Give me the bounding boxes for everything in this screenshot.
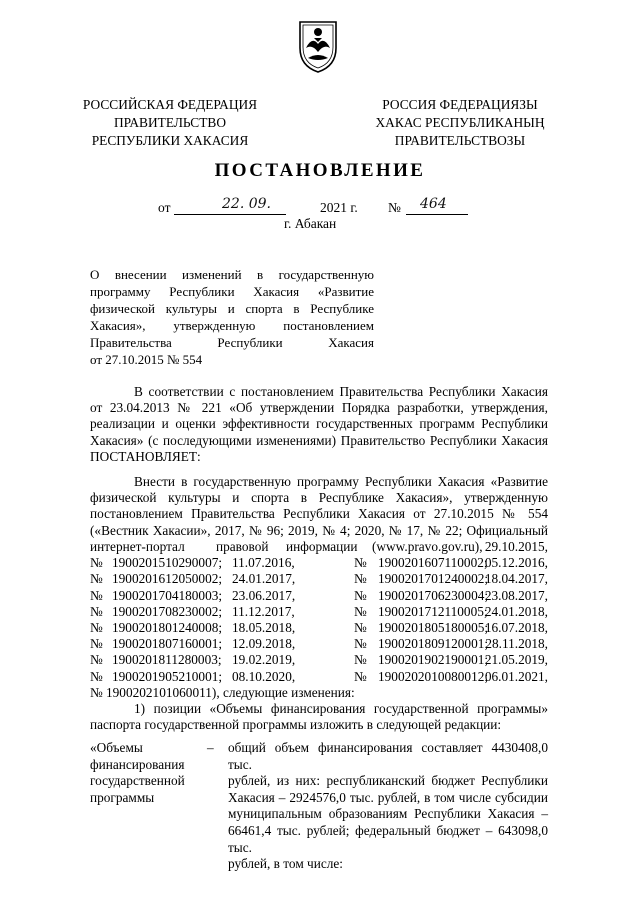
portal-word: 29.10.2015, bbox=[484, 539, 548, 554]
publication-tail bbox=[90, 685, 548, 701]
publication-cell: 1900201811280003; bbox=[112, 652, 222, 668]
publication-cell: 1900202010080012; bbox=[378, 668, 489, 684]
preamble-line: Хакасия» (с последующими изменениями) Правительство Республики Хакасия bbox=[90, 432, 548, 448]
publication-cell: 24.01.2018, bbox=[484, 603, 548, 619]
publication-row bbox=[90, 669, 548, 685]
publication-row bbox=[90, 588, 548, 604]
publication-cell: 23.06.2017, bbox=[232, 587, 296, 603]
document-title: ПОСТАНОВЛЕНИЕ bbox=[214, 160, 426, 181]
item-1-paragraph bbox=[90, 701, 548, 733]
date-prefix: от bbox=[158, 200, 171, 215]
header-line: ПРАВИТЕЛЬСТВОЗЫ bbox=[394, 133, 526, 148]
date-year: 2021 г. bbox=[320, 200, 358, 215]
publication-cell: 11.07.2016, bbox=[232, 555, 295, 571]
publication-row bbox=[90, 636, 548, 652]
portal-word: информации bbox=[286, 539, 358, 554]
publication-row bbox=[90, 571, 548, 587]
publication-cell: 1900201905210001; bbox=[112, 668, 223, 684]
publication-cell: 23.08.2017, bbox=[484, 587, 548, 603]
subject-line: от 27.10.2015 № 554 bbox=[90, 352, 203, 367]
portal-line bbox=[90, 539, 548, 555]
city-name: г. Абакан bbox=[284, 216, 337, 231]
header-line: ХАКАС РЕСПУБЛИКАНЫҢ bbox=[375, 115, 545, 130]
publication-row bbox=[90, 652, 548, 668]
publication-cell: 1900201612050002; bbox=[112, 571, 223, 587]
publication-cell: 24.01.2017, bbox=[232, 571, 296, 587]
subject-line: физической культуры и спорта в Республике bbox=[90, 301, 374, 316]
publication-cell: 06.01.2021, bbox=[484, 668, 548, 684]
publication-row bbox=[90, 620, 548, 636]
publication-cell: 1900201706230004; bbox=[378, 587, 489, 603]
subject-line: Хакасия», утвержденную постановлением bbox=[90, 318, 374, 333]
funding-value-line: 66461,4 тыс. рублей; федеральный бюджет – 643098,0 тыс. bbox=[228, 822, 548, 855]
header-line: РЕСПУБЛИКИ ХАКАСИЯ bbox=[91, 133, 249, 148]
publication-cell: 1900201704180003; bbox=[112, 587, 223, 603]
publication-cell: 28.11.2018, bbox=[485, 636, 548, 652]
publication-cell: № bbox=[90, 636, 103, 652]
handwritten-date: 22. 09. bbox=[222, 196, 271, 212]
amendment-line: физической культуры и спорта в Республике Хакасия», утвержденную bbox=[90, 490, 548, 506]
publication-tail-text: № 1900202101060011), следующие изменения: bbox=[90, 684, 355, 700]
preamble-line: реализации и оценки эффективности государственных программ Республики bbox=[90, 416, 548, 432]
publication-cell: 1900201902190001; bbox=[378, 652, 489, 668]
subject-line: Правительства Республики Хакасия bbox=[90, 335, 374, 350]
republic-emblem-icon bbox=[296, 18, 340, 74]
header-line: РОССИЯ ФЕДЕРАЦИЯЗЫ bbox=[382, 97, 538, 112]
portal-word: (www.pravo.gov.ru), bbox=[372, 539, 483, 554]
header-line: ПРАВИТЕЛЬСТВО bbox=[113, 115, 226, 130]
publication-row bbox=[90, 555, 548, 571]
portal-word: правовой bbox=[216, 539, 269, 554]
subject-line: О внесении изменений в государственную bbox=[90, 267, 374, 282]
preamble-line: В соответствии с постановлением Правительства Республики Хакасия bbox=[134, 384, 548, 399]
publication-cell: № bbox=[354, 587, 367, 603]
publication-cell: 11.12.2017, bbox=[232, 603, 295, 619]
publication-row bbox=[90, 604, 548, 620]
publication-cell: № bbox=[90, 668, 103, 684]
document-subject bbox=[90, 266, 374, 368]
publication-cell: № bbox=[354, 636, 367, 652]
funding-value-line: Хакасия – 2924576,0 тыс. рублей, в том числе субсидии bbox=[228, 789, 548, 805]
number-sign: № bbox=[388, 200, 401, 215]
funding-value-line: муниципальным образованиям Республики Хакасия – bbox=[228, 806, 548, 822]
handwritten-number: 464 bbox=[420, 196, 447, 212]
publication-cell: 1900201510290007; bbox=[112, 555, 223, 571]
amendment-paragraph bbox=[90, 474, 548, 539]
preamble-paragraph bbox=[90, 384, 548, 465]
publication-cell: № bbox=[90, 555, 103, 571]
publication-cell: 21.05.2019, bbox=[484, 652, 548, 668]
publication-cell: № bbox=[90, 619, 103, 635]
publication-cell: № bbox=[354, 668, 367, 684]
preamble-line: от 23.04.2013 № 221 «Об утверждении Порядка разработки, утверждения, bbox=[90, 400, 548, 416]
amendment-line: Внести в государственную программу Республики Хакасия «Развитие bbox=[134, 474, 548, 489]
subject-line: программу Республики Хакасия «Развитие bbox=[90, 284, 374, 299]
header-line: РОССИЙСКАЯ ФЕДЕРАЦИЯ bbox=[82, 97, 258, 112]
publication-cell: 16.07.2018, bbox=[484, 619, 548, 635]
publication-cell: 18.05.2018, bbox=[232, 619, 296, 635]
publication-cell: № bbox=[354, 571, 367, 587]
funding-value-line: общий объем финансирования составляет 4430408,0 тыс. bbox=[228, 740, 548, 772]
preamble-line: ПОСТАНОВЛЯЕТ: bbox=[90, 448, 201, 464]
publication-cell: 1900201809120001; bbox=[378, 636, 489, 652]
publication-cell: № bbox=[90, 603, 103, 619]
item-1-line: паспорта государственной программы изложить в следующей редакции: bbox=[90, 717, 502, 733]
publication-cell: 1900201801240008; bbox=[112, 619, 223, 635]
publication-cell: № bbox=[354, 619, 367, 635]
amendment-line: («Вестник Хакасии», 2017, № 96; 2019, № 4; 2020, № 17, № 22; Официальный bbox=[90, 522, 548, 538]
publication-cell: 19.02.2019, bbox=[232, 652, 296, 668]
publication-cell: 1900201701240002; bbox=[378, 571, 489, 587]
funding-value-line: рублей, в том числе: bbox=[228, 856, 343, 872]
publication-cell: 08.10.2020, bbox=[232, 668, 296, 684]
publication-cell: № bbox=[90, 652, 103, 668]
issuer-header-khakas bbox=[360, 96, 560, 150]
portal-word: интернет-портал bbox=[90, 539, 185, 554]
funding-label: «Объемы финансирования государственной программы bbox=[90, 740, 185, 805]
publication-cell: 1900201805180005; bbox=[378, 619, 489, 635]
issuer-header-russian bbox=[70, 96, 270, 150]
publication-cell: 1900201807160001; bbox=[112, 636, 223, 652]
funding-dash: – bbox=[207, 740, 214, 755]
publication-cell: № bbox=[354, 555, 367, 571]
amendment-line: постановлением Правительства Республики Хакасия от 27.10.2015 № 554 bbox=[90, 506, 548, 522]
item-1-line: 1) позиции «Объемы финансирования государственной программы» bbox=[134, 701, 548, 716]
publication-list bbox=[90, 539, 548, 701]
publication-cell: № bbox=[354, 652, 367, 668]
publication-cell: 05.12.2016, bbox=[484, 555, 548, 571]
publication-cell: 1900201607110002; bbox=[378, 555, 488, 571]
publication-cell: 1900201708230002; bbox=[112, 603, 223, 619]
funding-value-line: рублей, из них: республиканский бюджет Республики bbox=[228, 773, 548, 789]
funding-value bbox=[228, 740, 548, 873]
publication-cell: № bbox=[90, 571, 103, 587]
publication-cell: 12.09.2018, bbox=[232, 636, 296, 652]
publication-cell: № bbox=[354, 603, 367, 619]
publication-cell: № bbox=[90, 587, 103, 603]
publication-cell: 1900201712110005; bbox=[378, 603, 488, 619]
publication-cell: 18.04.2017, bbox=[484, 571, 548, 587]
